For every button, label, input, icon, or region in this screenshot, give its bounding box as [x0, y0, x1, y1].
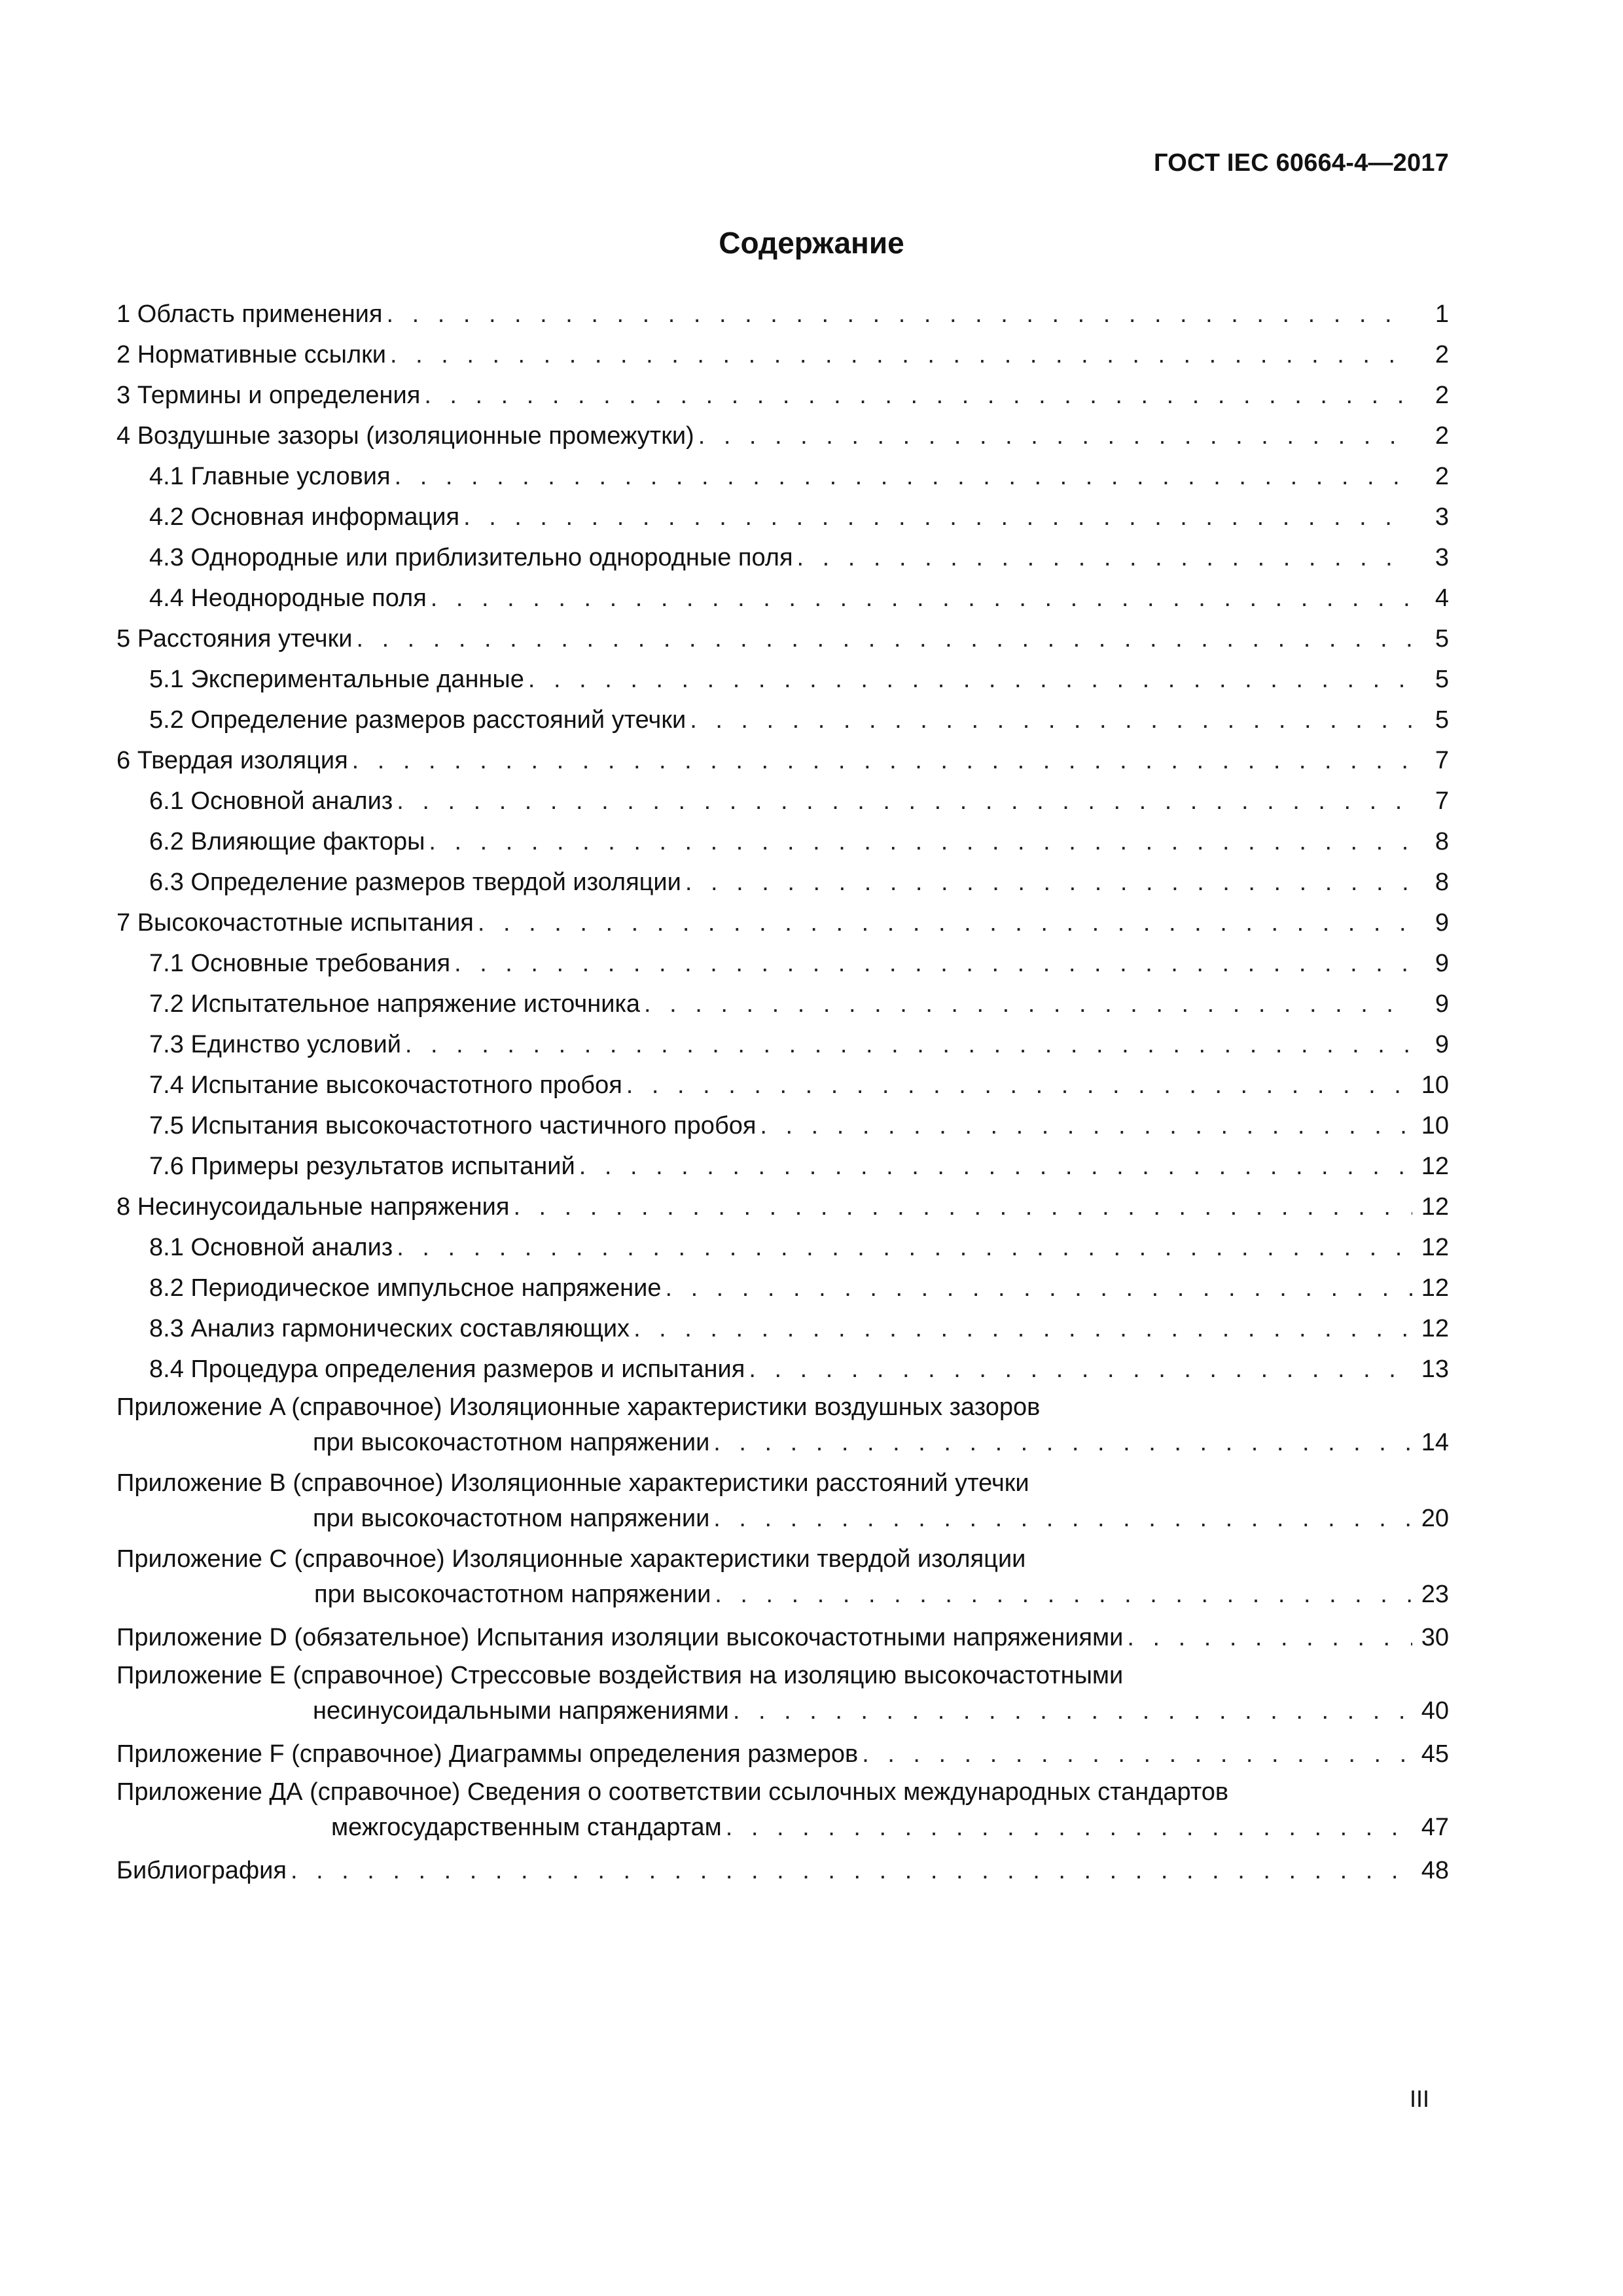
toc-entry[interactable]: [116, 456, 1449, 497]
toc-entry-title: 6.1 Основной анализ: [149, 787, 393, 815]
toc-entry-title: 3 Термины и определения: [116, 382, 421, 409]
toc-entry-title: 2 Нормативные ссылки: [116, 341, 386, 368]
toc-entry[interactable]: [116, 1065, 1449, 1105]
toc-page-number: 1: [1435, 300, 1449, 328]
toc-leader-dots: [760, 1105, 1412, 1146]
toc-entry-appendix-da[interactable]: [116, 1774, 1449, 1845]
toc-page-number: 10: [1421, 1112, 1449, 1139]
toc-entry[interactable]: [116, 1349, 1449, 1390]
toc-entry[interactable]: [116, 375, 1449, 416]
toc-page-number: 12: [1421, 1153, 1449, 1180]
toc-page-number: 10: [1421, 1071, 1449, 1099]
toc-leader-dots: [690, 700, 1412, 740]
toc-entry[interactable]: [116, 619, 1449, 659]
toc-leader-dots: [528, 659, 1412, 700]
toc-entry-title: Библиография: [116, 1857, 287, 1884]
toc-entry[interactable]: [116, 862, 1449, 903]
toc-entry[interactable]: [116, 740, 1449, 781]
toc-entry-title: 7.6 Примеры результатов испытаний: [149, 1153, 575, 1180]
toc-entry-title: Приложение B (справочное) Изоляционные характеристики расстояний утечки: [116, 1469, 1029, 1497]
toc-page-number: 12: [1421, 1315, 1449, 1342]
toc-page-number: 3: [1435, 503, 1449, 531]
toc-entry-title: 4 Воздушные зазоры (изоляционные промежутки): [116, 422, 694, 450]
toc-entry-title: 7 Высокочастотные испытания: [116, 909, 474, 937]
toc-page-number: 9: [1435, 990, 1449, 1018]
toc-page-number: 48: [1421, 1857, 1449, 1884]
toc-entry[interactable]: [116, 1024, 1449, 1065]
toc-leader-dots: [626, 1065, 1412, 1105]
toc-entry[interactable]: [116, 1105, 1449, 1146]
toc-entry[interactable]: [116, 1187, 1449, 1227]
toc-page-number: 40: [1421, 1697, 1449, 1725]
toc-leader-dots: [685, 862, 1412, 903]
toc-entry-title: 6.2 Влияющие факторы: [149, 828, 425, 855]
toc-page-number: 23: [1421, 1581, 1449, 1608]
toc-entry[interactable]: [116, 294, 1449, 334]
toc-entry-title: 4.4 Неоднородные поля: [149, 584, 427, 612]
toc-page-number: 9: [1435, 1031, 1449, 1058]
toc-entry-appendix-d[interactable]: [116, 1617, 1449, 1658]
toc-entry[interactable]: [116, 497, 1449, 537]
toc-entry-title: 5 Расстояния утечки: [116, 625, 353, 653]
toc-leader-dots: [726, 1810, 1412, 1845]
toc-page-number: 14: [1421, 1429, 1449, 1456]
toc-entry-title: 8.2 Периодическое импульсное напряжение: [149, 1274, 662, 1302]
toc-entry-title: 6 Твердая изоляция: [116, 747, 348, 774]
toc-entry-title-continued: несинусоидальными напряжениями: [313, 1697, 729, 1725]
toc-leader-dots: [463, 497, 1412, 537]
toc-leader-dots: [431, 578, 1412, 619]
toc-entry-title: Приложение C (справочное) Изоляционные характеристики твердой изоляции: [116, 1545, 1026, 1573]
toc-leader-dots: [397, 1227, 1412, 1268]
toc-entry-title: 5.2 Определение размеров расстояний утечки: [149, 706, 687, 734]
toc-leader-dots: [513, 1187, 1412, 1227]
toc-entry-title: 8.3 Анализ гармонических составляющих: [149, 1315, 630, 1342]
toc-leader-dots: [1127, 1617, 1412, 1658]
toc-page-number: 5: [1435, 625, 1449, 653]
toc-page-number: 12: [1421, 1234, 1449, 1261]
toc-entry-title: 8 Несинусоидальные напряжения: [116, 1193, 510, 1221]
toc-entry-title: 8.4 Процедура определения размеров и испытания: [149, 1355, 745, 1383]
toc-leader-dots: [395, 456, 1412, 497]
toc-entry-title: 5.1 Экспериментальные данные: [149, 666, 524, 693]
toc-entry[interactable]: [116, 1268, 1449, 1308]
toc-leader-dots: [713, 1501, 1412, 1536]
toc-leader-dots: [478, 903, 1412, 943]
toc-leader-dots: [356, 619, 1412, 659]
toc-entry[interactable]: [116, 578, 1449, 619]
toc-entry-title: 8.1 Основной анализ: [149, 1234, 393, 1261]
toc-entry-appendix-b[interactable]: [116, 1465, 1449, 1536]
toc-entry-title: 7.5 Испытания высокочастотного частичного пробоя: [149, 1112, 757, 1139]
toc-entry[interactable]: [116, 943, 1449, 984]
toc-entry[interactable]: [116, 416, 1449, 456]
toc-entry-title: Приложение A (справочное) Изоляционные характеристики воздушных зазоров: [116, 1393, 1041, 1421]
toc-entry-appendix-a[interactable]: [116, 1390, 1449, 1460]
toc-page-number: 13: [1421, 1355, 1449, 1383]
toc-entry-title: Приложение F (справочное) Диаграммы определения размеров: [116, 1740, 859, 1768]
toc-page-number: 47: [1421, 1814, 1449, 1841]
toc-page-number: 8: [1435, 828, 1449, 855]
toc-entry-title: Приложение ДА (справочное) Сведения о соответствии ссылочных международных стандартов: [116, 1778, 1229, 1806]
toc-entry-bibliography[interactable]: [116, 1850, 1449, 1891]
toc-entry-title: 4.3 Однородные или приблизительно однородные поля: [149, 544, 793, 571]
toc-entry[interactable]: [116, 659, 1449, 700]
toc-entry-title-continued: при высокочастотном напряжении: [314, 1581, 711, 1608]
toc-entry[interactable]: [116, 1308, 1449, 1349]
toc-leader-dots: [644, 984, 1412, 1024]
toc-entry-title: 6.3 Определение размеров твердой изоляции: [149, 869, 681, 896]
toc-entry-appendix-e[interactable]: [116, 1658, 1449, 1729]
toc-entry-title: 7.3 Единство условий: [149, 1031, 401, 1058]
toc-leader-dots: [862, 1734, 1412, 1774]
toc-leader-dots: [405, 1024, 1412, 1065]
toc-page-number: 2: [1435, 463, 1449, 490]
toc-leader-dots: [633, 1308, 1412, 1349]
toc-entry-title-continued: при высокочастотном напряжении: [313, 1505, 710, 1532]
toc-entry-title: 4.1 Главные условия: [149, 463, 391, 490]
toc-leader-dots: [665, 1268, 1412, 1308]
toc-entry-appendix-f[interactable]: [116, 1734, 1449, 1774]
toc-entry-title: 4.2 Основная информация: [149, 503, 460, 531]
toc-leader-dots: [386, 294, 1412, 334]
toc-entry-title: Приложение E (справочное) Стрессовые воздействия на изоляцию высокочастотными: [116, 1662, 1124, 1689]
toc-leader-dots: [698, 416, 1412, 456]
toc-leader-dots: [424, 375, 1412, 416]
toc-page-number: 3: [1435, 544, 1449, 571]
toc-entry-title: 7.4 Испытание высокочастотного пробоя: [149, 1071, 622, 1099]
toc-page-number: 9: [1435, 909, 1449, 937]
page-title: Содержание: [719, 226, 904, 260]
toc-page-number: 5: [1435, 666, 1449, 693]
toc-leader-dots: [797, 537, 1412, 578]
toc-leader-dots: [749, 1349, 1412, 1390]
toc-page-number: 5: [1435, 706, 1449, 734]
toc-leader-dots: [352, 740, 1412, 781]
toc-leader-dots: [454, 943, 1412, 984]
toc-page-number: 7: [1435, 787, 1449, 815]
toc-entry[interactable]: [116, 537, 1449, 578]
toc-page-number: 30: [1421, 1624, 1449, 1651]
toc-entry[interactable]: [116, 1227, 1449, 1268]
toc-page-number: 4: [1435, 584, 1449, 612]
toc-leader-dots: [390, 334, 1412, 375]
toc-page-number: 12: [1421, 1274, 1449, 1302]
toc-page-number: 2: [1435, 382, 1449, 409]
toc-entry[interactable]: [116, 1146, 1449, 1187]
table-of-contents: [116, 294, 1449, 1891]
toc-page-number: 2: [1435, 341, 1449, 368]
toc-leader-dots: [715, 1577, 1412, 1612]
toc-entry-title-continued: межгосударственным стандартам: [331, 1814, 722, 1841]
toc-entry-title: 7.2 Испытательное напряжение источника: [149, 990, 641, 1018]
toc-page-number: 12: [1421, 1193, 1449, 1221]
toc-entry[interactable]: [116, 334, 1449, 375]
page-number: III: [1409, 2085, 1429, 2112]
toc-page-number: 7: [1435, 747, 1449, 774]
toc-entry[interactable]: [116, 984, 1449, 1024]
toc-leader-dots: [579, 1146, 1412, 1187]
standard-code-header: ГОСТ IEC 60664-4—2017: [1154, 149, 1449, 177]
toc-page-number: 45: [1421, 1740, 1449, 1768]
toc-leader-dots: [733, 1693, 1412, 1729]
toc-entry[interactable]: [116, 903, 1449, 943]
toc-page-number: 2: [1435, 422, 1449, 450]
toc-page-number: 8: [1435, 869, 1449, 896]
toc-leader-dots: [713, 1425, 1412, 1460]
toc-entry[interactable]: [116, 781, 1449, 821]
toc-entry-title: 7.1 Основные требования: [149, 950, 451, 977]
toc-page-number: 9: [1435, 950, 1449, 977]
toc-entry-title: 1 Область применения: [116, 300, 383, 328]
toc-leader-dots: [291, 1850, 1412, 1891]
toc-entry-appendix-c[interactable]: [116, 1541, 1449, 1612]
toc-leader-dots: [397, 781, 1412, 821]
toc-entry[interactable]: [116, 700, 1449, 740]
toc-leader-dots: [429, 821, 1412, 862]
toc-entry-title-continued: при высокочастотном напряжении: [313, 1429, 710, 1456]
toc-entry-title: Приложение D (обязательное) Испытания изоляции высокочастотными напряжениями: [116, 1624, 1124, 1651]
toc-page-number: 20: [1421, 1505, 1449, 1532]
toc-entry[interactable]: [116, 821, 1449, 862]
